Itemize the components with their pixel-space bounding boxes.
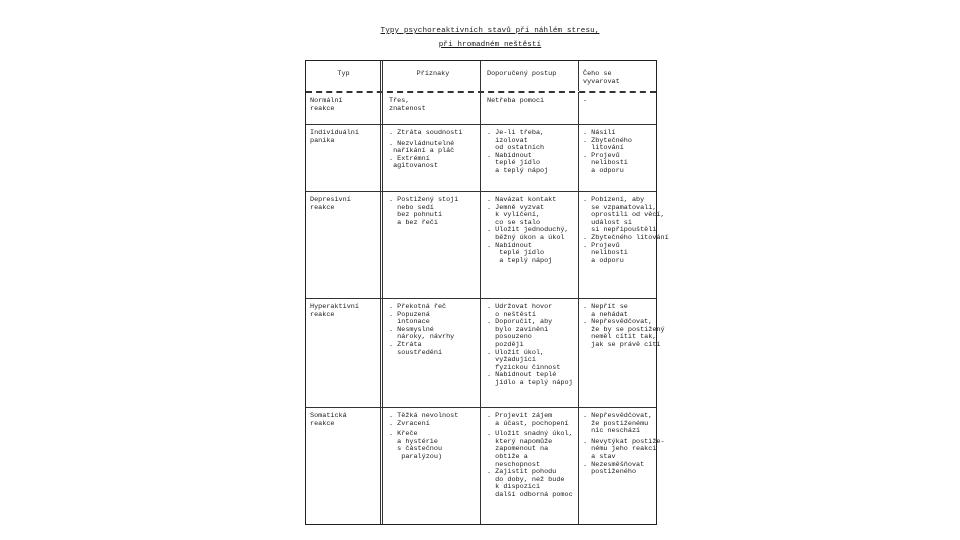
cell-line: . Doporučit, aby [487, 318, 553, 327]
cell-line: . Nepřít se [583, 303, 628, 311]
cell-symptoms [380, 124, 480, 191]
cell-line: - [583, 97, 588, 105]
cell-line: . Uložit úkol, [487, 348, 545, 357]
cell-line: . Nabídnout teplé [487, 371, 557, 380]
cell-line: oprostili od věcí, [583, 211, 665, 220]
header-priznaky: Příznaky [380, 61, 480, 91]
cell-recommended-action [480, 191, 578, 298]
cell-line: zapomenout na [487, 445, 549, 454]
cell-line: reakce [310, 310, 335, 319]
cell-line: co se stalo [487, 218, 541, 227]
cell-line: znatenost [389, 104, 426, 113]
cell-line: soustředění [389, 348, 443, 357]
cell-line: který napomůže [487, 437, 553, 446]
cell-line: reakce [310, 203, 335, 212]
cell-line: další odborná pomoc [487, 490, 573, 499]
cell-line: Individuální [310, 129, 359, 137]
cell-line: nic neschází [583, 427, 641, 436]
cell-what-to-avoid [578, 92, 655, 124]
cell-line: a bez řeči [389, 218, 438, 227]
cell-line: . Nabídnout [487, 151, 532, 160]
cell-line: neschopnost [487, 460, 541, 469]
cell-line: obtíže a [487, 452, 528, 461]
cell-type [306, 298, 380, 407]
cell-line: litování [583, 144, 624, 153]
cell-recommended-action [480, 407, 578, 524]
cell-line: . Zajistit pohodu [487, 468, 557, 477]
cell-line: že postiženému [583, 419, 649, 428]
cell-type [306, 407, 380, 524]
cell-line: . Projevů [583, 151, 620, 160]
cell-line: jídlo a teplý nápoj [487, 378, 573, 387]
cell-line: nároky, návrhy [389, 333, 455, 342]
cell-line: intonace [389, 318, 430, 327]
cell-type [306, 124, 380, 191]
cell-line: nelibosti [583, 159, 628, 168]
cell-line: teplé jídlo [487, 159, 541, 168]
cell-line: neměl cítit tak, [583, 333, 657, 342]
cell-what-to-avoid [578, 298, 665, 407]
cell-line: . Pobízení, aby [583, 196, 645, 204]
cell-line: k dispozici [487, 483, 541, 492]
cell-line: . Udržovat hovor [487, 303, 553, 311]
table-row-normalni-reakce [306, 92, 656, 125]
cell-line: s částečnou [389, 445, 443, 454]
cell-line: . Nabídnout [487, 241, 532, 250]
cell-line: Normální [310, 97, 343, 105]
cell-line: Třes, [389, 97, 410, 105]
cell-line: událost si [583, 218, 632, 227]
cell-line: fyzickou činnost [487, 363, 561, 372]
cell-line: . Extrémní [389, 154, 430, 163]
cell-line: vyžadující [487, 356, 536, 365]
cell-symptoms [380, 92, 480, 124]
table-header-row [306, 61, 656, 93]
cell-line: se vzpamatovali, [583, 203, 657, 212]
cell-line: a účast, pochopení [487, 419, 569, 428]
cell-line: nebo sedí [389, 203, 434, 212]
cell-line: . Zvracení [389, 419, 430, 428]
document-title: Typy psychoreaktivních stavů při náhlém stresu, [380, 27, 600, 35]
cell-type [306, 191, 380, 298]
cell-line: a odporu [583, 166, 624, 175]
cell-line: Hyperaktivní [310, 303, 359, 311]
cell-what-to-avoid [578, 407, 665, 524]
cell-line: . Zbytečného [583, 136, 632, 145]
cell-line: agitovanost [389, 162, 438, 171]
cell-what-to-avoid [578, 191, 669, 298]
cell-line: Netřeba pomoci [487, 97, 545, 105]
cell-line: . Nezvládnutelné [389, 139, 455, 148]
cell-line: a teplý nápoj [487, 166, 549, 175]
cell-line: . Nezesměšňovat [583, 460, 645, 469]
cell-line: a teplý nápoj [487, 256, 553, 265]
cell-line: reakce [310, 419, 335, 428]
table-row-hyperaktivni-reakce [306, 298, 665, 408]
cell-line: . Popuzená [389, 310, 430, 319]
cell-line: Somatická [310, 412, 347, 420]
cell-line: a odporu [583, 256, 624, 265]
cell-line: a hystérie [389, 437, 438, 446]
cell-symptoms [380, 298, 480, 407]
cell-line: . Projevů [583, 241, 620, 250]
cell-line: . Násilí [583, 129, 616, 137]
cell-line: nelibosti [583, 249, 628, 258]
cell-line: . Navázat kontakt [487, 196, 557, 204]
cell-line: . Jemně vyzvat [487, 203, 545, 212]
cell-line: . Nevytýkat postiže- [583, 437, 665, 446]
cell-line: později [487, 340, 524, 349]
table-row-somaticka-reakce [306, 407, 665, 524]
cell-line: izolovat [487, 136, 528, 145]
cell-line: že by se postižený [583, 325, 665, 334]
cell-line: . Těžká nevolnost [389, 412, 459, 420]
cell-line: nému jeho reakci [583, 445, 657, 454]
header-typ: Typ [337, 70, 350, 78]
cell-line: a nehádat [583, 310, 628, 319]
document-subtitle: při hromadném neštěstí [438, 41, 542, 49]
cell-line: reakce [310, 104, 335, 113]
cell-line: naříkání a pláč [389, 147, 455, 156]
cell-recommended-action [480, 124, 578, 191]
cell-line: běžný úkon a úkol [487, 233, 565, 242]
cell-line: . Ztráta soudnosti [389, 129, 463, 137]
cell-line: si nepřipouštěli [583, 226, 657, 235]
cell-line: . Nepřesvědčovat, [583, 318, 653, 327]
cell-line: posouzeno [487, 333, 532, 342]
cell-line: teplé jídlo [487, 249, 545, 258]
cell-recommended-action [480, 298, 578, 407]
cell-line: postiženého [583, 468, 637, 477]
cell-what-to-avoid [578, 124, 655, 191]
cell-symptoms [380, 191, 480, 298]
cell-line: do doby, než bude [487, 475, 565, 484]
cell-line: bylo zavinění [487, 325, 549, 334]
header-doporuceny-postup: Doporučený postup [480, 61, 578, 91]
cell-line: . Ztráta [389, 340, 422, 349]
cell-type [306, 92, 380, 124]
cell-symptoms [380, 407, 480, 524]
cell-recommended-action [480, 92, 578, 124]
cell-line: panika [310, 136, 335, 145]
cell-line: paralýzou) [389, 452, 443, 461]
cell-line: . Uložit jednoduchý, [487, 226, 569, 235]
stress-reactions-table [305, 60, 669, 525]
cell-line: . Je-li třeba, [487, 129, 545, 137]
cell-line: . Projevit zájem [487, 412, 553, 420]
cell-line: jak se právě cítí [583, 340, 661, 349]
cell-line: Depresivní [310, 196, 351, 204]
cell-line: a stav [583, 452, 616, 461]
cell-line: . Překotná řeč [389, 303, 447, 311]
cell-line: . Postižený stojí [389, 196, 459, 204]
table-row-depresivni-reakce [306, 191, 669, 299]
cell-line: k vylíčení, [487, 211, 541, 220]
cell-line: . Zbytečného litování [583, 233, 669, 242]
cell-line: . Křeče [389, 430, 418, 439]
cell-line: . Uložit snadný úkol, [487, 430, 573, 439]
table-row-individualni-panika [306, 124, 656, 192]
header-ceho-se-vyvarovat: Čeho se vyvarovat [578, 61, 655, 91]
cell-line: o neštěstí [487, 310, 536, 319]
cell-line: . Nesmyslné [389, 325, 434, 334]
cell-line: bez pohnutí [389, 211, 443, 220]
cell-line: . Nepřesvědčovat, [583, 412, 653, 420]
cell-line: od ostatních [487, 144, 545, 153]
